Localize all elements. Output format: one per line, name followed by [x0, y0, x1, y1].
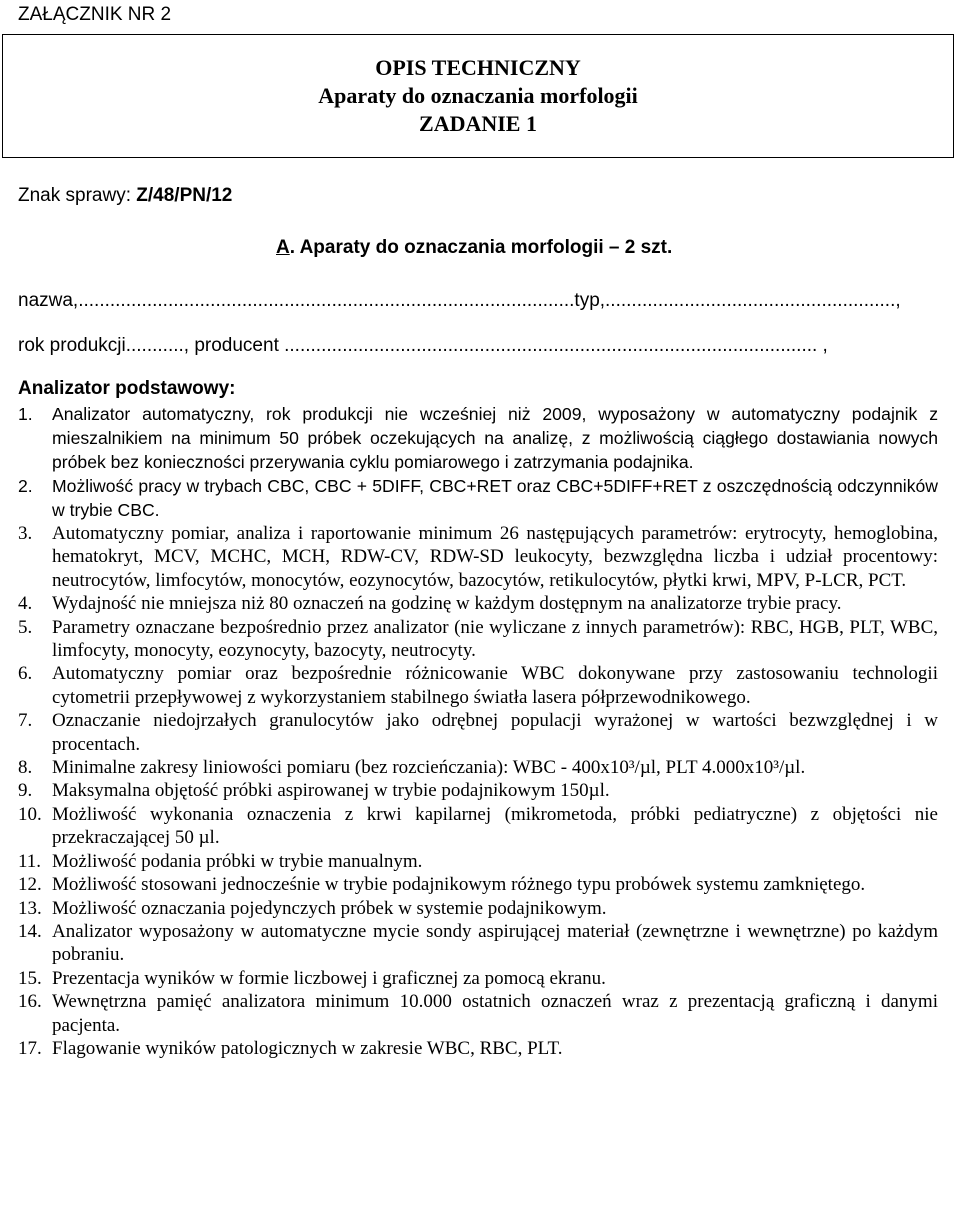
- requirement-text: Parametry oznaczane bezpośrednio przez analizator (nie wyliczane z innych parametrów): RBC, HGB, PLT, WBC, limfocyty, monocyty, eozynocyty, bazocyty, neutrocyty.: [52, 616, 938, 662]
- requirement-number: 10.: [18, 803, 42, 825]
- case-reference: [18, 185, 232, 207]
- requirement-number: 7.: [18, 710, 33, 732]
- requirement-number: 8.: [18, 757, 33, 779]
- subheading: Analizator podstawowy:: [18, 378, 236, 399]
- requirement-text: Automatyczny pomiar oraz bezpośrednie różnicowanie WBC dokonywane przy zastosowaniu technologii cytometrii przepływowej z wykorzystaniem stabilnego światła lasera półprzewodnikowego.: [52, 663, 938, 708]
- requirement-text: Możliwość podania próbki w trybie manualnym.: [52, 850, 423, 872]
- requirement-number: 5.: [18, 616, 33, 638]
- requirement-text: Wewnętrzna pamięć analizatora minimum 10.000 ostatnich oznaczeń wraz z prezentacją graficzną i danymi pacjenta.: [52, 991, 938, 1036]
- requirement-number: 6.: [18, 663, 33, 685]
- requirement-number: 12.: [18, 874, 42, 896]
- requirement-text: Analizator automatyczny, rok produkcji nie wcześniej niż 2009, wyposażony w automatyczny podajnik z mieszalnikiem na minimum 50 próbek oczekujących na analizę, z możliwością ciągłego dostawiania nowych próbek bez konieczności przerywania cyklu pomiarowego i zatrzymania podajnika.: [52, 404, 938, 472]
- requirement-text: Flagowanie wyników patologicznych w zakresie WBC, RBC, PLT.: [52, 1037, 563, 1059]
- doc-subtitle: Aparaty do oznaczania morfologii: [318, 83, 638, 108]
- attachment-label: ZAŁĄCZNIK NR 2: [18, 4, 172, 25]
- requirement-item: [18, 779, 938, 802]
- requirement-number: 15.: [18, 967, 42, 989]
- requirement-text: Prezentacja wyników w formie liczbowej i graficznej za pomocą ekranu.: [52, 967, 606, 989]
- doc-title: OPIS TECHNICZNY: [375, 55, 581, 80]
- requirements-list: [18, 402, 938, 1060]
- requirement-item: [18, 920, 938, 967]
- task-number: ZADANIE 1: [419, 111, 537, 136]
- section-heading: [276, 237, 672, 259]
- requirement-text: Analizator wyposażony w automatyczne mycie sondy aspirującej materiał (zewnętrzne i wewnętrzne) po każdym pobraniu.: [52, 920, 938, 966]
- requirement-item: [18, 990, 938, 1037]
- year-producer-field: rok produkcji..........., producent ..................................................................................................... ,: [18, 335, 828, 356]
- requirement-item: [18, 616, 938, 663]
- requirement-item: [18, 522, 938, 592]
- requirement-text: Możliwość oznaczania pojedynczych próbek w systemie podajnikowym.: [52, 897, 607, 919]
- requirement-text: Możliwość wykonania oznaczenia z krwi kapilarnej (mikrometoda, próbki pediatryczne) z objętości nie przekraczającej 50 µl.: [52, 803, 938, 849]
- requirement-item: [18, 474, 938, 522]
- requirement-item: [18, 756, 938, 779]
- requirement-item: [18, 850, 938, 873]
- requirement-text: Oznaczanie niedojrzałych granulocytów jako odrębnej populacji wyrażonej w wartości bezwzględnej i w procentach.: [52, 710, 938, 755]
- requirement-item: [18, 662, 938, 709]
- requirement-number: 13.: [18, 897, 42, 919]
- case-reference-label: Znak sprawy:: [18, 185, 137, 206]
- requirement-item: [18, 709, 938, 756]
- requirement-number: 4.: [18, 593, 33, 615]
- requirement-number: 17.: [18, 1037, 42, 1059]
- requirement-item: [18, 897, 938, 920]
- name-type-field: nazwa,..............................................................................................typ,.......................................................,: [18, 290, 901, 311]
- requirement-item: [18, 1037, 938, 1060]
- section-title: . Aparaty do oznaczania morfologii – 2 szt.: [289, 237, 673, 258]
- requirement-item: [18, 592, 938, 615]
- requirement-number: 1.: [18, 404, 33, 424]
- title-box: [2, 34, 954, 158]
- requirement-text: Możliwość pracy w trybach CBC, CBC + 5DIFF, CBC+RET oraz CBC+5DIFF+RET z oszczędnością odczynników w trybie CBC.: [52, 476, 938, 520]
- requirement-number: 14.: [18, 920, 42, 942]
- requirement-text: Minimalne zakresy liniowości pomiaru (bez rozcieńczania): WBC - 400x10³/µl, PLT 4.000x10³/µl.: [52, 757, 806, 779]
- requirement-text: Wydajność nie mniejsza niż 80 oznaczeń na godzinę w każdym dostępnym na analizatorze trybie pracy.: [52, 593, 842, 615]
- requirement-item: [18, 402, 938, 474]
- requirement-item: [18, 803, 938, 850]
- requirement-item: [18, 967, 938, 990]
- section-letter: A: [276, 237, 290, 258]
- requirement-number: 16.: [18, 991, 42, 1013]
- requirement-item: [18, 873, 938, 896]
- requirement-number: 9.: [18, 780, 33, 802]
- requirement-text: Możliwość stosowani jednocześnie w trybie podajnikowym różnego typu probówek systemu zamkniętego.: [52, 874, 866, 896]
- case-reference-value: Z/48/PN/12: [136, 185, 233, 206]
- requirement-text: Maksymalna objętość próbki aspirowanej w trybie podajnikowym 150µl.: [52, 780, 610, 802]
- requirement-number: 11.: [18, 850, 42, 872]
- requirement-number: 2.: [18, 476, 33, 496]
- requirement-number: 3.: [18, 523, 33, 544]
- requirement-text: Automatyczny pomiar, analiza i raportowanie minimum 26 następujących parametrów: erytrocyty, hemoglobina, hematokryt, MCV, MCHC, MCH, RDW-CV, RDW-SD leukocyty, bezwzględna liczba i udział procentowy: neutrocytów, limfocytów, monocytów, eozynocytów, bazocytów, retikulocytów, płytki krwi, MPV, P-LCR, PCT.: [52, 523, 938, 591]
